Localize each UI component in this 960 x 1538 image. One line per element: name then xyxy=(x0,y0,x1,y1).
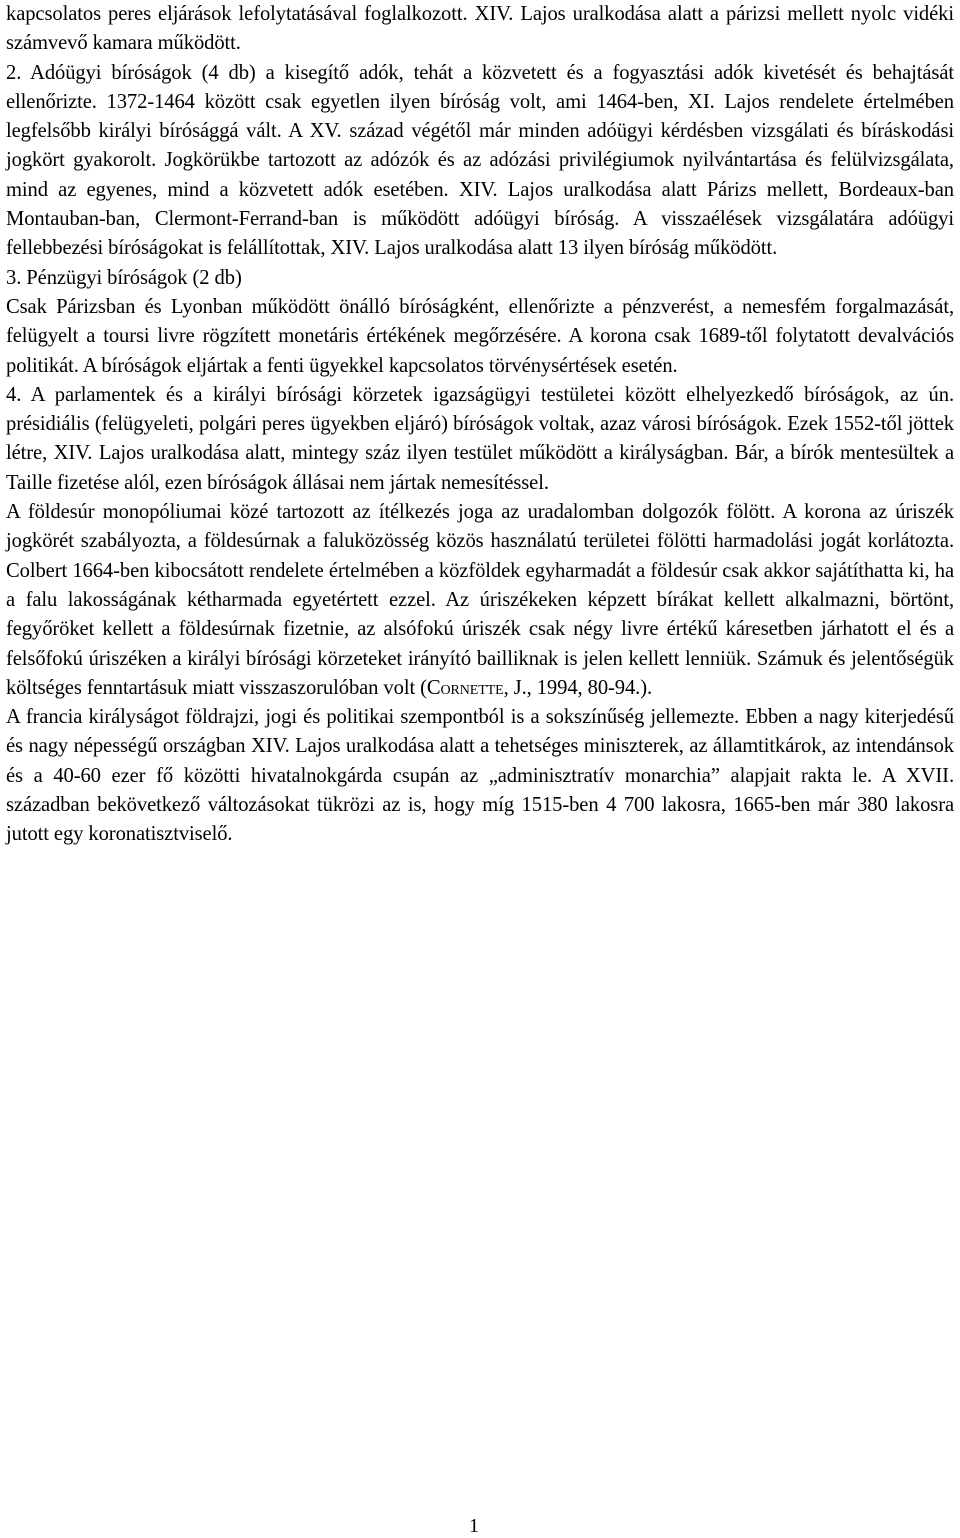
paragraph-text: A francia királyságot földrajzi, jogi és politikai szempontból is a sokszínűség jellemezte. Ebben a nagy kiterjedésű és nagy népességű országban XIV. Lajos uralkodása alatt a tehetséges miniszterek, az államtitkárok, az intendánsok és a 40-60 ezer fő közötti hivatalnokgárda csupán az „adminisztratív monarchia” alapjait rakta le. A XVII. században bekövetkező változásokat tükrözi az is, hogy míg 1515-ben 4 700 lakosra, 1665-ben már 380 lakosra jutott egy koronatisztviselő. xyxy=(6,706,954,846)
paragraph xyxy=(6,0,954,59)
paragraph xyxy=(6,264,954,293)
paragraph xyxy=(6,381,954,498)
document-page xyxy=(6,0,954,850)
paragraph xyxy=(6,59,954,264)
paragraph xyxy=(6,703,954,849)
paragraph xyxy=(6,498,954,703)
paragraph-text: 3. Pénzügyi bíróságok (2 db) xyxy=(6,266,242,289)
page-number: 1 xyxy=(469,1515,479,1537)
paragraph xyxy=(6,293,954,381)
author-citation: Cornette xyxy=(426,676,504,699)
paragraph-text: Csak Párizsban és Lyonban működött önálló bíróságként, ellenőrizte a pénzverést, a nemesfém forgalmazását, felügyelt a toursi livre rögzített monetáris értékének megőrzésére. A korona csak 1689-től folytatott devalvációs politikát. A bíróságok eljártak a fenti ügyekkel kapcsolatos törvénysértések esetén. xyxy=(6,295,954,377)
paragraph-text: A földesúr monopóliumai közé tartozott az ítélkezés joga az uradalomban dolgozók fölött. A korona az úriszék jogkörét szabályozta, a földesúrnak a faluközösség közös használatú területei fölötti harmadolási jogát korlátozta. Colbert 1664-ben kibocsátott rendelete értelmében a közföldek egyharmadát a földesúr csak akkor sajátíthatta ki, ha a falu lakosságának kétharmada egyetértett ezzel. Az úriszékeken képzett bírákat kellett alkalmazni, börtönt, fegyőröket kellett a földesúrnak fizetnie, az alsófokú úriszék csak négy livre értékű káresetben járhatott el és a felsőfokú úriszéken a királyi bírósági körzeteket irányító bailliknak is jelen kellett lenniük. Számuk és jelentőségük költséges fenntartásuk miatt visszaszorulóban volt ( xyxy=(6,501,954,699)
paragraph-text: , J., 1994, 80-94.). xyxy=(503,676,653,699)
paragraph-text: 4. A parlamentek és a királyi bírósági körzetek igazságügyi testületei között elhelyezkedő bíróságok, az ún. présidiális (felügyeleti, polgári peres ügyekben eljáró) bíróságok voltak, azaz városi bíróságok. Ezek 1552-től jöttek létre, XIV. Lajos uralkodása alatt, mintegy száz ilyen testület működött a királyságban. Bár, a bírók mentesültek a Taille fizetése alól, ezen bíróságok állásai nem jártak nemesítéssel. xyxy=(6,383,954,494)
paragraph-text: kapcsolatos peres eljárások lefolytatásával foglalkozott. XIV. Lajos uralkodása alatt a párizsi mellett nyolc vidéki számvevő kamara működött. xyxy=(6,3,954,55)
paragraph-text: 2. Adóügyi bíróságok (4 db) a kisegítő adók, tehát a közvetett és a fogyasztási adók kivetését és behajtását ellenőrizte. 1372-1464 között csak egyetlen ilyen bíróság volt, ami 1464-ben, XI. Lajos rendelete értelmében legfelsőbb királyi bírósággá vált. A XV. század végétől már minden adóügyi kérdésben vizsgálati és bíráskodási jogkört gyakorolt. Jogkörükbe tartozott az adózók és az adózási privilégiumok nyilvántartása és felülvizsgálata, mind az egyenes, mind a közvetett adók esetében. XIV. Lajos uralkodása alatt Párizs mellett, Bordeaux-ban Montauban-ban, Clermont-Ferrand-ban is működött adóügyi bíróság. A visszaélések vizsgálatára adóügyi fellebbezési bíróságokat is felállítottak, XIV. Lajos uralkodása alatt 13 ilyen bíróság működött. xyxy=(6,61,954,260)
document-body xyxy=(6,0,954,850)
